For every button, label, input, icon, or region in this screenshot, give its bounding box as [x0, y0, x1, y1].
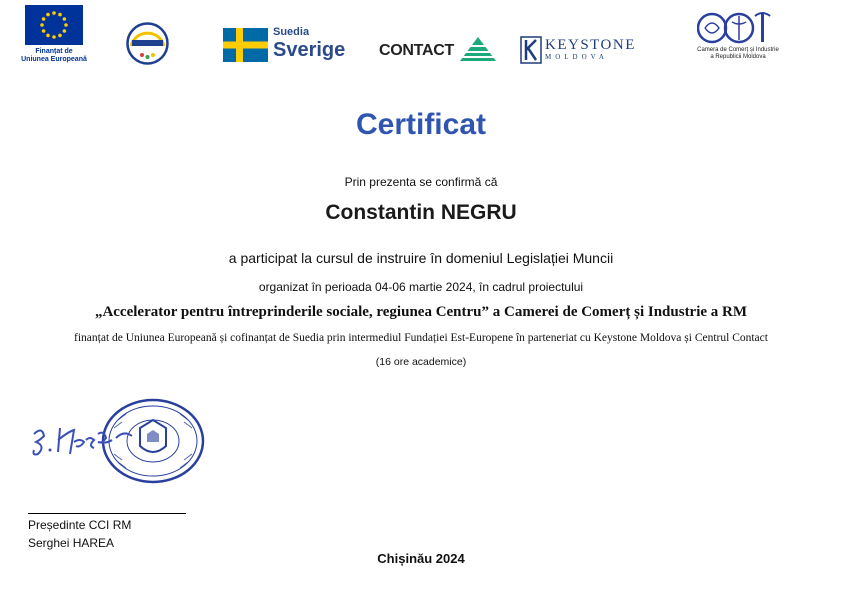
signer-role: Președinte CCI RM	[28, 518, 132, 532]
signature-line	[28, 513, 186, 514]
sweden-flag-icon	[223, 28, 268, 62]
hours-line: (16 ore academice)	[375, 356, 467, 368]
contact-triangle-icon	[458, 36, 498, 62]
keystone-logo-text: KEYSTONE	[545, 37, 636, 53]
keystone-k-icon	[520, 36, 542, 64]
signer-name: Serghei HAREA	[28, 536, 115, 550]
cci-caption-line2: a Republicii Moldova	[710, 54, 766, 60]
cci-emblem-icon	[697, 10, 777, 46]
eu-caption-line1: Finanțat de	[35, 48, 73, 55]
eastern-partnership-icon	[126, 22, 169, 65]
certificate-title: Certificat	[355, 108, 487, 141]
recipient-name: Constantin NEGRU	[325, 201, 517, 224]
handwritten-signature-icon	[28, 420, 138, 460]
cci-caption	[690, 47, 786, 61]
course-line: a participat la cursul de instruire în domeniul Legislației Muncii	[228, 250, 614, 266]
keystone-logo-subtext: MOLDOVA	[545, 53, 608, 61]
sweden-label-big: Sverige	[273, 39, 346, 61]
eu-caption-line2: Uniunea Europeană	[21, 56, 87, 63]
project-line: „Accelerator pentru întreprinderile sociale, regiunea Centru” a Camerei de Comerț și Industrie a RM	[94, 304, 748, 320]
eu-caption	[14, 48, 94, 64]
place-and-year: Chișinău 2024	[377, 551, 465, 566]
period-line: organizat în perioada 04-06 martie 2024, în cadrul proiectului	[258, 280, 584, 294]
confirm-line: Prin prezenta se confirmă că	[344, 175, 498, 189]
contact-logo-text: CONTACT	[379, 42, 454, 59]
cci-caption-line1: Camera de Comerț și Industrie	[697, 47, 779, 53]
funding-line: finanțat de Uniunea Europeană și cofinanțat de Suedia prin intermediul Fundației Est-Europene în parteneriat cu Keystone Moldova și Centrul Contact	[74, 332, 768, 344]
eu-flag-icon	[25, 5, 83, 45]
sweden-label-small: Suedia	[273, 26, 310, 38]
